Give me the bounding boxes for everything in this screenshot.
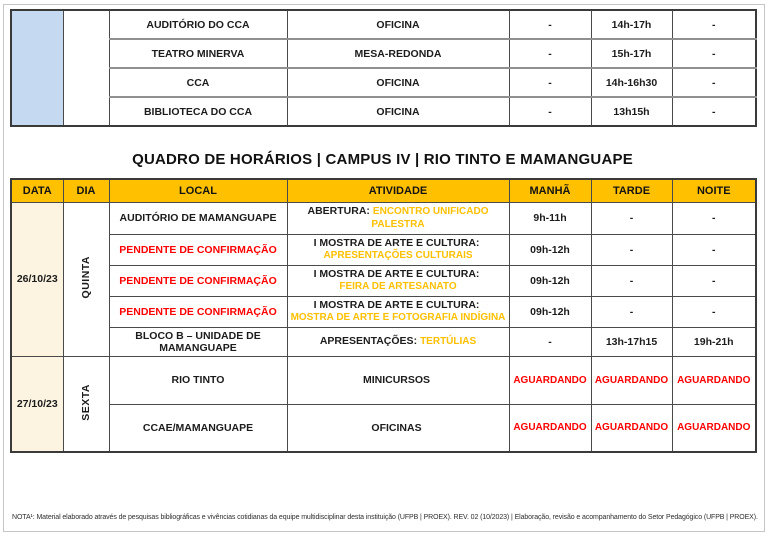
footnote: NOTA¹: Material elaborado através de pesquisas bibliográficas e vivências cotidianas da equipe multidisciplinar desta instituição (UFPB | PROEX). REV. 02 (10/2023) | Elaboração, revisão e acompanhamento do Setor Pedagógico (UFPB | PROEX). [12, 514, 758, 521]
time-cell-noite: - [672, 39, 756, 68]
time-cell-noite: AGUARDANDO [672, 356, 756, 404]
time-cell-tarde: 13h-17h15 [591, 327, 672, 356]
header-row [11, 179, 756, 202]
time-cell-noite: AGUARDANDO [672, 404, 756, 452]
date-cell: 27/10/23 [11, 356, 63, 452]
day-cell [63, 356, 109, 452]
activity-cell [287, 202, 509, 234]
local-cell: RIO TINTO [109, 356, 287, 404]
header-data: DATA [11, 179, 63, 202]
header-atividade: ATIVIDADE [287, 179, 509, 202]
table-row [11, 202, 756, 234]
local-cell: CCAE/MAMANGUAPE [109, 404, 287, 452]
time-cell-manha: - [509, 327, 591, 356]
local-cell: CCA [109, 68, 287, 97]
header-tarde: TARDE [591, 179, 672, 202]
time-cell-noite: - [672, 234, 756, 265]
time-cell-manha: 09h-12h [509, 296, 591, 327]
page-title: QUADRO DE HORÁRIOS | CAMPUS IV | RIO TINTO E MAMANGUAPE [132, 151, 633, 168]
time-cell-manha: - [509, 97, 591, 126]
time-cell-manha: AGUARDANDO [509, 356, 591, 404]
day-label: SEXTA [80, 383, 92, 421]
time-cell-tarde: 13h15h [591, 97, 672, 126]
local-cell-pending: PENDENTE DE CONFIRMAÇÃO [109, 234, 287, 265]
activity-cell [287, 296, 509, 327]
time-cell-tarde: - [591, 202, 672, 234]
local-cell: BLOCO B – UNIDADE DE MAMANGUAPE [109, 327, 287, 356]
activity-cell: OFICINA [287, 68, 509, 97]
activity-cell [287, 404, 509, 452]
table-row [11, 39, 756, 68]
table-row [11, 97, 756, 126]
table-row [11, 296, 756, 327]
time-cell-tarde: 14h-17h [591, 10, 672, 39]
time-cell-noite: - [672, 202, 756, 234]
table-row [11, 68, 756, 97]
time-cell-noite: - [672, 97, 756, 126]
time-cell-noite: - [672, 68, 756, 97]
local-cell: AUDITÓRIO DE MAMANGUAPE [109, 202, 287, 234]
time-cell-noite: - [672, 296, 756, 327]
local-cell: BIBLIOTECA DO CCA [109, 97, 287, 126]
table-row [11, 234, 756, 265]
activity-cell [287, 234, 509, 265]
time-cell-tarde: - [591, 265, 672, 296]
local-cell: TEATRO MINERVA [109, 39, 287, 68]
time-cell-manha: - [509, 68, 591, 97]
header-local: LOCAL [109, 179, 287, 202]
activity-cell: OFICINA [287, 10, 509, 39]
activity-line: APRESENTAÇÕES: TERTÚLIAS [319, 334, 477, 347]
day-label: QUINTA [80, 256, 92, 299]
activity-line: OFICINAS [371, 421, 422, 434]
previous-schedule-table [10, 9, 757, 127]
time-cell-manha: 9h-11h [509, 202, 591, 234]
time-cell-tarde: AGUARDANDO [591, 356, 672, 404]
time-cell-manha: AGUARDANDO [509, 404, 591, 452]
activity-cell [287, 265, 509, 296]
activity-cell: MESA-REDONDA [287, 39, 509, 68]
day-cell-empty [63, 10, 109, 126]
activity-line: FEIRA DE ARTESANATO [339, 281, 457, 292]
header-dia: DIA [63, 179, 109, 202]
activity-line: ABERTURA: ENCONTRO UNIFICADO [307, 204, 489, 217]
schedule-table-campus-iv [10, 178, 757, 453]
header-noite: NOITE [672, 179, 756, 202]
activity-cell: OFICINA [287, 97, 509, 126]
table-row [11, 404, 756, 452]
time-cell-manha: 09h-12h [509, 234, 591, 265]
table-row [11, 10, 756, 39]
time-cell-tarde: AGUARDANDO [591, 404, 672, 452]
local-cell: AUDITÓRIO DO CCA [109, 10, 287, 39]
table-row [11, 265, 756, 296]
date-cell: 26/10/23 [11, 202, 63, 356]
activity-line: I MOSTRA DE ARTE E CULTURA: [313, 236, 480, 249]
time-cell-noite: - [672, 10, 756, 39]
activity-line: APRESENTAÇÕES CULTURAIS [323, 250, 473, 261]
time-cell-manha: - [509, 10, 591, 39]
time-cell-manha: 09h-12h [509, 265, 591, 296]
table-row [11, 356, 756, 404]
local-cell-pending: PENDENTE DE CONFIRMAÇÃO [109, 265, 287, 296]
date-cell-highlighted [11, 10, 63, 126]
header-manha: MANHÃ [509, 179, 591, 202]
day-cell [63, 202, 109, 356]
activity-line: MOSTRA DE ARTE E FOTOGRAFIA INDÍGINA [290, 312, 506, 323]
time-cell-tarde: - [591, 234, 672, 265]
activity-cell [287, 356, 509, 404]
time-cell-tarde: 14h-16h30 [591, 68, 672, 97]
activity-line: PALESTRA [371, 219, 425, 230]
time-cell-noite: 19h-21h [672, 327, 756, 356]
time-cell-tarde: 15h-17h [591, 39, 672, 68]
activity-line: I MOSTRA DE ARTE E CULTURA: [313, 267, 480, 280]
local-cell-pending: PENDENTE DE CONFIRMAÇÃO [109, 296, 287, 327]
activity-line: I MOSTRA DE ARTE E CULTURA: [313, 298, 480, 311]
table-row [11, 327, 756, 356]
time-cell-noite: - [672, 265, 756, 296]
activity-cell [287, 327, 509, 356]
time-cell-tarde: - [591, 296, 672, 327]
time-cell-manha: - [509, 39, 591, 68]
activity-line: MINICURSOS [362, 373, 431, 386]
